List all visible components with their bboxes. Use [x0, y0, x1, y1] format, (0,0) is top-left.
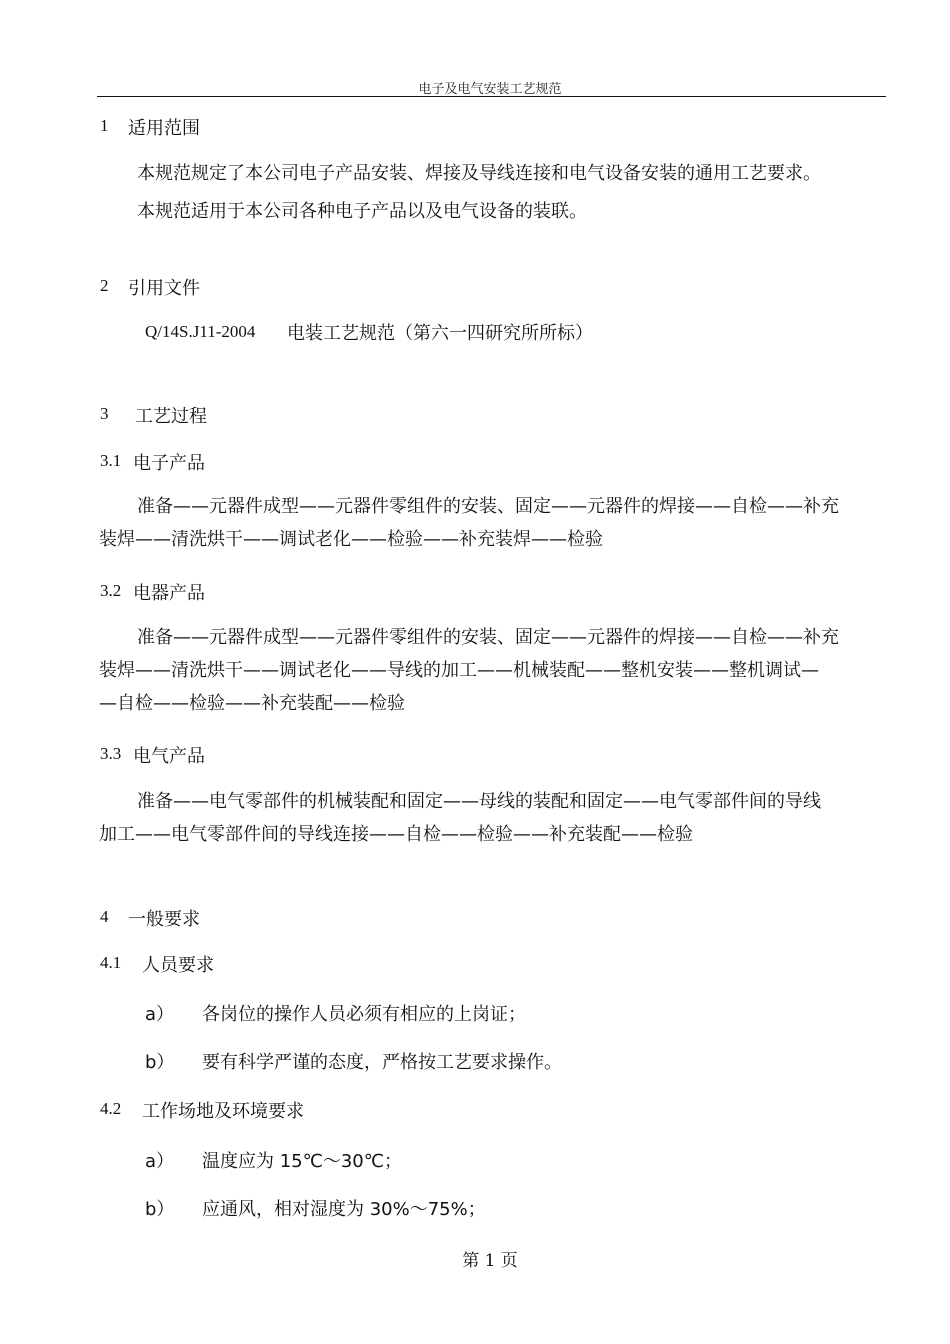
section-3-2-line-1: 准备——元器件成型——元器件零组件的安装、固定——元器件的焊接——自检——补充	[137, 627, 839, 648]
section-3-3-line-2: 加工——电气零部件间的导线连接——自检——检验——补充装配——检验	[99, 824, 693, 845]
section-3-2-line-2: 装焊——清洗烘干——调试老化——导线的加工——机械装配——整机安装——整机调试—	[99, 660, 819, 681]
section-3-1-title: 电子产品	[133, 453, 205, 474]
section-2-title: 引用文件	[128, 278, 200, 299]
section-4-1-title: 人员要求	[142, 955, 214, 976]
section-4-1-number: 4.1	[100, 953, 122, 972]
section-4-2-title: 工作场地及环境要求	[142, 1101, 304, 1122]
section-1-title: 适用范围	[128, 118, 200, 139]
section-3-2-title: 电器产品	[133, 583, 205, 604]
item-4-1-b-mark: b）	[145, 1052, 175, 1073]
page-footer: 第 1 页	[462, 1251, 518, 1271]
section-3-2-number: 3.2	[100, 581, 122, 600]
section-4-number: 4	[100, 907, 109, 926]
section-3-1-line-2: 装焊——清洗烘干——调试老化——检验——补充装焊——检验	[99, 529, 603, 550]
section-2-number: 2	[100, 276, 109, 295]
section-4-title: 一般要求	[128, 909, 200, 930]
item-4-1-a-text: 各岗位的操作人员必须有相应的上岗证；	[202, 1004, 526, 1025]
section-3-1-line-1: 准备——元器件成型——元器件零组件的安装、固定——元器件的焊接——自检——补充	[137, 496, 839, 517]
section-1-paragraph-1: 本规范规定了本公司电子产品安装、焊接及导线连接和电气设备安装的通用工艺要求。	[137, 163, 821, 184]
section-3-3-line-1: 准备——电气零部件的机械装配和固定——母线的装配和固定——电气零部件间的导线	[137, 791, 821, 812]
item-4-1-a-mark: a）	[145, 1004, 175, 1025]
section-3-1-number: 3.1	[100, 451, 122, 470]
header-rule	[97, 96, 886, 97]
item-4-2-a-mark: a）	[145, 1151, 175, 1172]
item-4-2-b-text: 应通风，相对湿度为 30%～75%；	[202, 1199, 486, 1220]
item-4-2-a-text: 温度应为 15℃～30℃；	[202, 1151, 402, 1172]
section-3-title: 工艺过程	[135, 406, 207, 427]
section-3-3-number: 3.3	[100, 744, 122, 763]
section-4-2-number: 4.2	[100, 1099, 122, 1118]
section-3-2-line-3: —自检——检验——补充装配——检验	[99, 693, 405, 714]
section-1-paragraph-2: 本规范适用于本公司各种电子产品以及电气设备的装联。	[137, 201, 587, 222]
page-header: 电子及电气安装工艺规范	[418, 82, 562, 97]
section-3-number: 3	[100, 404, 109, 423]
section-3-3-title: 电气产品	[133, 746, 205, 767]
section-1-number: 1	[100, 116, 109, 135]
item-4-1-b-text: 要有科学严谨的态度，严格按工艺要求操作。	[202, 1052, 562, 1073]
item-4-2-b-mark: b）	[145, 1199, 175, 1220]
reference-code: Q/14S.J11-2004	[145, 322, 256, 341]
reference-title: 电装工艺规范（第六一四研究所所标）	[287, 323, 593, 344]
